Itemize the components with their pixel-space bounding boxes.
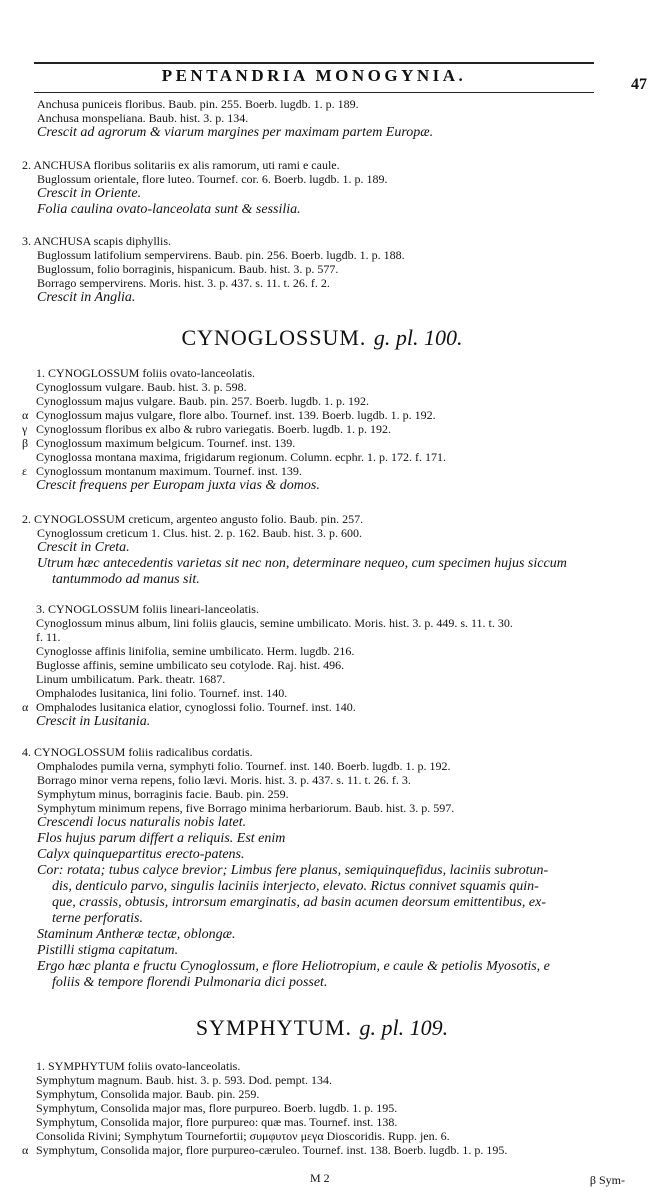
cynoglossum-3-entry [22, 602, 642, 730]
variety-marker: α [22, 1143, 29, 1157]
synonym-line: Anchusa puniceis floribus. Baub. pin. 255. Boerb. lugdb. 1. p. 189. [37, 97, 359, 111]
synonym-line: Cynoglossa montana maxima, frigidarum regionum. Column. ecphr. 1. p. 172. f. 171. [36, 450, 446, 464]
synonym-line: Buglosse affinis, semine umbilicato seu cotylode. Raj. hist. 496. [36, 658, 345, 672]
synonym-line: Buglossum latifolium sempervirens. Baub. pin. 256. Boerb. lugdb. 1. p. 188. [37, 248, 405, 262]
habitat-line: Crescit in Creta. [37, 540, 130, 555]
note-line: foliis & tempore florendi Pulmonaria dici posset. [52, 975, 328, 990]
species-heading: 3. CYNOGLOSSUM foliis lineari-lanceolatis. [36, 602, 259, 616]
synonym-line: Omphalodes lusitanica elatior, cynoglossi folio. Tournef. inst. 140. [36, 700, 356, 714]
page-number: 47 [631, 76, 647, 93]
note-line: Ergo hæc planta e fructu Cynoglossum, e flore Heliotropium, e caule & petiolis Myosotis, e [37, 959, 550, 974]
note-line: Crescendi locus naturalis nobis latet. [37, 815, 247, 830]
anchusa-3-entry [22, 234, 642, 306]
description-line: que, crassis, obtusis, introrsum emarginatis, ad basin acumen deorsum emittentibus, ex- [52, 895, 546, 910]
synonym-line: Borrago minor verna repens, folio lævi. Moris. hist. 3. p. 437. s. 11. t. 26. f. 3. [37, 773, 411, 787]
variety-marker: α [22, 700, 29, 714]
synonym-line: Cynoglossum minus album, lini foliis glaucis, semine umbilicato. Moris. hist. 3. p. 449. s. 11. t. 30. [36, 616, 513, 630]
cynoglossum-2-entry [22, 512, 642, 588]
synonym-line: Cynoglossum floribus ex albo & rubro variegatis. Boerb. lugdb. 1. p. 192. [36, 422, 391, 436]
species-heading: 2. CYNOGLOSSUM creticum, argenteo angusto folio. Baub. pin. 257. [22, 512, 364, 526]
species-heading: 1. SYMPHYTUM foliis ovato-lanceolatis. [36, 1059, 241, 1073]
species-heading: 2. ANCHUSA floribus solitariis ex alis ramorum, uti rami e caule. [22, 158, 340, 172]
variety-marker: α [22, 408, 29, 422]
habitat-line: Crescit in Oriente. [37, 186, 142, 201]
cynoglossum-4-entry [22, 745, 642, 991]
synonym-line: Symphytum minus, borraginis facie. Baub. pin. 259. [37, 787, 289, 801]
synonym-line: f. 11. [36, 630, 61, 644]
symphytum-1-entry [22, 1059, 642, 1157]
variety-marker: β [22, 436, 29, 450]
synonym-line: Omphalodes lusitanica, lini folio. Tournef. inst. 140. [36, 686, 288, 700]
variety-marker: ε [22, 464, 28, 478]
synonym-line: Symphytum minimum repens, five Borrago minima herbariorum. Baub. hist. 3. p. 597. [37, 801, 455, 815]
synonym-line: Symphytum magnum. Baub. hist. 3. p. 593. Dod. pempt. 134. [36, 1073, 332, 1087]
habitat-line: Crescit in Lusitania. [36, 714, 151, 729]
anchusa-1-synonyms [22, 97, 642, 141]
synonym-line: Buglossum, folio borraginis, hispanicum. Baub. hist. 3. p. 577. [37, 262, 339, 276]
synonym-line: Borrago sempervirens. Moris. hist. 3. p. 437. s. 11. t. 26. f. 2. [37, 276, 330, 290]
cynoglossum-1-entry [22, 366, 642, 494]
genus-name: SYMPHYTUM. [195, 1015, 352, 1040]
note-line: Flos hujus parum differt a reliquis. Est enim [37, 831, 286, 846]
header-rule-top [34, 62, 594, 64]
synonym-line: Symphytum, Consolida major mas, flore purpureo. Boerb. lugdb. 1. p. 195. [36, 1101, 398, 1115]
description-line: terne perforatis. [52, 911, 143, 926]
variety-marker: γ [22, 422, 28, 436]
habitat-line: Crescit in Anglia. [37, 290, 136, 305]
signature-mark: M 2 [310, 1171, 330, 1185]
description-line: Pistilli stigma capitatum. [37, 943, 179, 958]
description-line: dis, denticulo parvo, singulis laciniis interjecto, elevato. Rictus connivet squamis quin- [52, 879, 539, 894]
habitat-line: Crescit frequens per Europam juxta vias & domos. [36, 478, 320, 493]
genus-reference: g. pl. 100. [373, 325, 463, 350]
genus-reference: g. pl. 109. [359, 1015, 449, 1040]
synonym-line: Symphytum, Consolida major. Baub. pin. 259. [36, 1087, 260, 1101]
species-heading: 3. ANCHUSA scapis diphyllis. [22, 234, 172, 248]
description-line: Calyx quinquepartitus erecto-patens. [37, 847, 245, 862]
running-head: PENTANDRIA MONOGYNIA. [161, 66, 467, 85]
genus-name: CYNOGLOSSUM. [181, 325, 367, 350]
synonym-line: Cynoglossum majus vulgare. Baub. pin. 257. Boerb. lugdb. 1. p. 192. [36, 394, 369, 408]
catchword: β Sym- [589, 1173, 625, 1187]
note-line: tantummodo ad manus sit. [52, 572, 200, 587]
synonym-line: Cynoglossum montanum maximum. Tournef. inst. 139. [36, 464, 302, 478]
genus-heading-cynoglossum [22, 325, 622, 351]
synonym-line: Cynoglossum majus vulgare, flore albo. Tournef. inst. 139. Boerb. lugdb. 1. p. 192. [36, 408, 436, 422]
synonym-line: Cynoglossum maximum belgicum. Tournef. inst. 139. [36, 436, 296, 450]
synonym-line: Cynoglosse affinis linifolia, semine umbilicato. Herm. lugdb. 216. [36, 644, 355, 658]
synonym-line: Symphytum, Consolida major, flore purpureo-cæruleo. Tournef. inst. 138. Boerb. lugdb. 1. p. 195. [36, 1143, 508, 1157]
note-line: Utrum hæc antecedentis varietas sit nec non, determinare nequeo, cum specimen hujus siccum [37, 556, 567, 571]
habitat-line: Crescit ad agrorum & viarum margines per maximam partem Europæ. [37, 125, 434, 140]
note-line: Folia caulina ovato-lanceolata sunt & sessilia. [37, 202, 301, 217]
synonym-line: Buglossum orientale, flore luteo. Tournef. cor. 6. Boerb. lugdb. 1. p. 189. [37, 172, 388, 186]
header-rule-bottom [34, 92, 594, 93]
synonym-line: Omphalodes pumila verna, symphyti folio. Tournef. inst. 140. Boerb. lugdb. 1. p. 192. [37, 759, 451, 773]
description-line: Cor: rotata; tubus calyce brevior; Limbus fere planus, semiquinquefidus, laciniis subrotun- [37, 863, 549, 878]
synonym-line: Consolida Rivini; Symphytum Tournefortii; συμφυτον μεγα Dioscoridis. Rupp. jen. 6. [36, 1129, 450, 1143]
synonym-line: Linum umbilicatum. Park. theatr. 1687. [36, 672, 226, 686]
synonym-line: Anchusa monspeliana. Baub. hist. 3. p. 134. [37, 111, 249, 125]
species-heading: 1. CYNOGLOSSUM foliis ovato-lanceolatis. [36, 366, 255, 380]
species-heading: 4. CYNOGLOSSUM foliis radicalibus cordatis. [22, 745, 253, 759]
genus-heading-symphytum [22, 1015, 622, 1041]
synonym-line: Cynoglossum vulgare. Baub. hist. 3. p. 598. [36, 380, 247, 394]
description-line: Staminum Antheræ tectæ, oblongæ. [37, 927, 236, 942]
synonym-line: Cynoglossum creticum 1. Clus. hist. 2. p. 162. Baub. hist. 3. p. 600. [37, 526, 363, 540]
synonym-line: Symphytum, Consolida major, flore purpureo: quæ mas. Tournef. inst. 138. [36, 1115, 398, 1129]
anchusa-2-entry [22, 158, 642, 218]
